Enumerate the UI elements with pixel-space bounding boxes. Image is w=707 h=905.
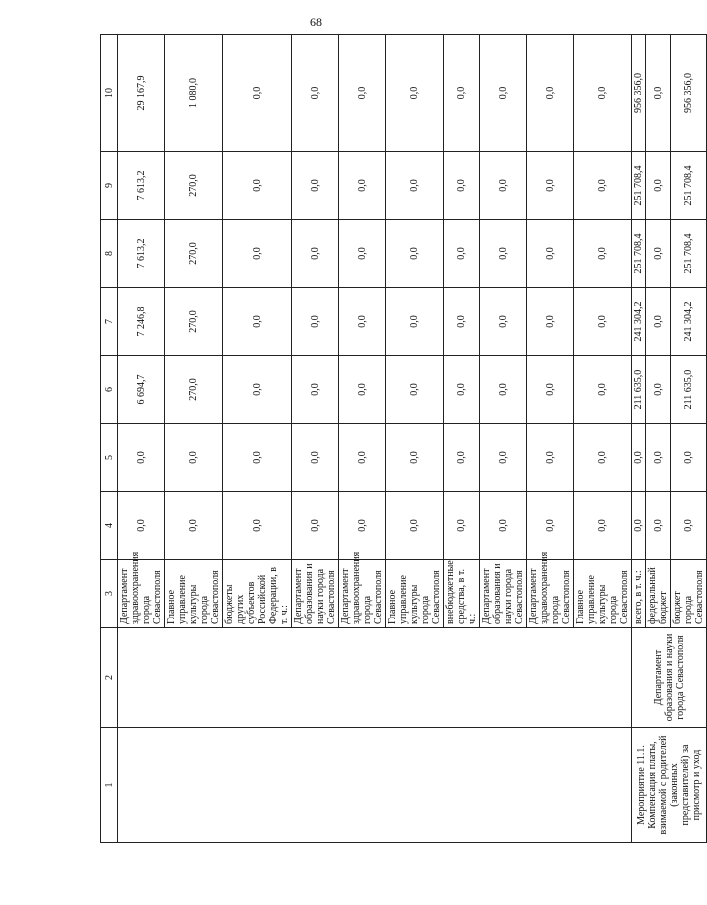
measure-cell-continued (118, 728, 632, 843)
value-cell: 0,0 (574, 35, 632, 152)
value-cell: 0,0 (386, 492, 444, 560)
value-cell: 0,0 (444, 35, 480, 152)
value-cell: 0,0 (646, 152, 671, 220)
header-cell: 7 (101, 288, 118, 356)
value-cell: 270,0 (165, 288, 223, 356)
funding-source-cell: внебюджетные средства, в т. ч.: (444, 560, 480, 628)
value-cell: 0,0 (339, 220, 386, 288)
value-cell: 0,0 (444, 152, 480, 220)
value-cell: 0,0 (527, 492, 574, 560)
value-cell: 0,0 (339, 356, 386, 424)
value-cell: 0,0 (574, 492, 632, 560)
value-cell: 0,0 (292, 356, 339, 424)
funding-source-cell: бюджет города Севастополя (671, 560, 707, 628)
value-cell: 0,0 (574, 424, 632, 492)
value-cell: 0,0 (386, 220, 444, 288)
value-cell: 0,0 (223, 35, 292, 152)
value-cell: 211 635,0 (632, 356, 646, 424)
value-cell: 0,0 (574, 152, 632, 220)
value-cell: 0,0 (480, 35, 527, 152)
funding-source-cell: Департамент здравоохранения города Севастополя (527, 560, 574, 628)
table-body (118, 35, 707, 843)
header-cell: 2 (101, 628, 118, 728)
value-cell: 0,0 (292, 35, 339, 152)
value-cell: 956 356,0 (671, 35, 707, 152)
value-cell: 0,0 (386, 35, 444, 152)
value-cell: 270,0 (165, 356, 223, 424)
value-cell: 0,0 (386, 356, 444, 424)
header-cell: 3 (101, 560, 118, 628)
header-cell: 6 (101, 356, 118, 424)
header-cell: 9 (101, 152, 118, 220)
value-cell: 0,0 (527, 35, 574, 152)
header-cell: 1 (101, 728, 118, 843)
value-cell: 0,0 (118, 424, 165, 492)
table-row (118, 35, 165, 843)
funding-source-cell: Главное управление культуры города Севастополя (574, 560, 632, 628)
value-cell: 1 080,0 (165, 35, 223, 152)
value-cell: 0,0 (223, 220, 292, 288)
value-cell: 0,0 (444, 356, 480, 424)
executor-cell-continued (118, 628, 632, 728)
value-cell: 0,0 (339, 288, 386, 356)
value-cell: 0,0 (632, 492, 646, 560)
value-cell: 0,0 (646, 356, 671, 424)
funding-source-cell: всего, в т. ч.: (632, 560, 646, 628)
value-cell: 0,0 (480, 152, 527, 220)
value-cell: 0,0 (671, 424, 707, 492)
header-cell: 4 (101, 492, 118, 560)
value-cell: 0,0 (223, 424, 292, 492)
value-cell: 0,0 (165, 424, 223, 492)
value-cell: 0,0 (480, 492, 527, 560)
value-cell: 956 356,0 (632, 35, 646, 152)
value-cell: 0,0 (646, 288, 671, 356)
value-cell: 0,0 (292, 152, 339, 220)
header-cell: 5 (101, 424, 118, 492)
value-cell: 241 304,2 (632, 288, 646, 356)
value-cell: 0,0 (527, 288, 574, 356)
value-cell: 251 708,4 (632, 152, 646, 220)
value-cell: 0,0 (574, 356, 632, 424)
value-cell: 0,0 (165, 492, 223, 560)
funding-table (100, 34, 707, 843)
value-cell: 0,0 (292, 492, 339, 560)
value-cell: 0,0 (671, 492, 707, 560)
value-cell: 241 304,2 (671, 288, 707, 356)
value-cell: 0,0 (339, 424, 386, 492)
value-cell: 29 167,9 (118, 35, 165, 152)
value-cell: 211 635,0 (671, 356, 707, 424)
value-cell: 0,0 (480, 356, 527, 424)
value-cell: 0,0 (386, 424, 444, 492)
value-cell: 0,0 (292, 220, 339, 288)
value-cell: 0,0 (444, 424, 480, 492)
value-cell: 0,0 (292, 424, 339, 492)
value-cell: 7 613,2 (118, 220, 165, 288)
value-cell: 251 708,4 (632, 220, 646, 288)
value-cell: 0,0 (444, 220, 480, 288)
funding-source-cell: Главное управление культуры города Севастополя (165, 560, 223, 628)
rotated-table-frame (100, 35, 705, 843)
funding-source-cell: Департамент здравоохранения города Севастополя (118, 560, 165, 628)
value-cell: 0,0 (339, 152, 386, 220)
value-cell: 0,0 (444, 492, 480, 560)
value-cell: 0,0 (574, 220, 632, 288)
value-cell: 0,0 (444, 288, 480, 356)
value-cell: 0,0 (223, 288, 292, 356)
value-cell: 0,0 (527, 220, 574, 288)
rotated-table-container (100, 35, 705, 843)
value-cell: 0,0 (527, 424, 574, 492)
header-row (101, 35, 118, 843)
funding-source-cell: Департамент образования и науки города Севастополя (480, 560, 527, 628)
header-cell: 10 (101, 35, 118, 152)
value-cell: 0,0 (646, 35, 671, 152)
value-cell: 6 694,7 (118, 356, 165, 424)
value-cell: 0,0 (480, 424, 527, 492)
value-cell: 270,0 (165, 220, 223, 288)
value-cell: 0,0 (223, 152, 292, 220)
funding-source-cell: Департамент здравоохранения города Севастополя (339, 560, 386, 628)
value-cell: 0,0 (480, 288, 527, 356)
value-cell: 251 708,4 (671, 152, 707, 220)
header-cell: 8 (101, 220, 118, 288)
value-cell: 0,0 (386, 152, 444, 220)
funding-source-cell: Департамент образования и науки города Севастополя (292, 560, 339, 628)
value-cell: 7 613,2 (118, 152, 165, 220)
value-cell: 0,0 (292, 288, 339, 356)
value-cell: 0,0 (527, 152, 574, 220)
value-cell: 0,0 (339, 492, 386, 560)
page-number: 68 (310, 15, 322, 29)
value-cell: 251 708,4 (671, 220, 707, 288)
value-cell: 0,0 (646, 492, 671, 560)
table-row (632, 35, 646, 843)
value-cell: 0,0 (632, 424, 646, 492)
funding-source-cell: бюджеты других субъектов Российской Федерации, в т. ч.: (223, 560, 292, 628)
value-cell: 0,0 (646, 424, 671, 492)
value-cell: 0,0 (574, 288, 632, 356)
value-cell: 0,0 (223, 492, 292, 560)
value-cell: 7 246,8 (118, 288, 165, 356)
measure-executor: Департамент образования и науки города Севастополя (632, 628, 707, 728)
value-cell: 0,0 (480, 220, 527, 288)
value-cell: 270,0 (165, 152, 223, 220)
funding-source-cell: федеральный бюджет (646, 560, 671, 628)
value-cell: 0,0 (118, 492, 165, 560)
value-cell: 0,0 (527, 356, 574, 424)
value-cell: 0,0 (339, 35, 386, 152)
value-cell: 0,0 (386, 288, 444, 356)
measure-title: Мероприятие 11.1. Компенсация платы, взимаемой с родителей (законных представителей) за присмотр и уход (632, 728, 707, 843)
value-cell: 0,0 (223, 356, 292, 424)
value-cell: 0,0 (646, 220, 671, 288)
funding-source-cell: Главное управление культуры города Севастополя (386, 560, 444, 628)
